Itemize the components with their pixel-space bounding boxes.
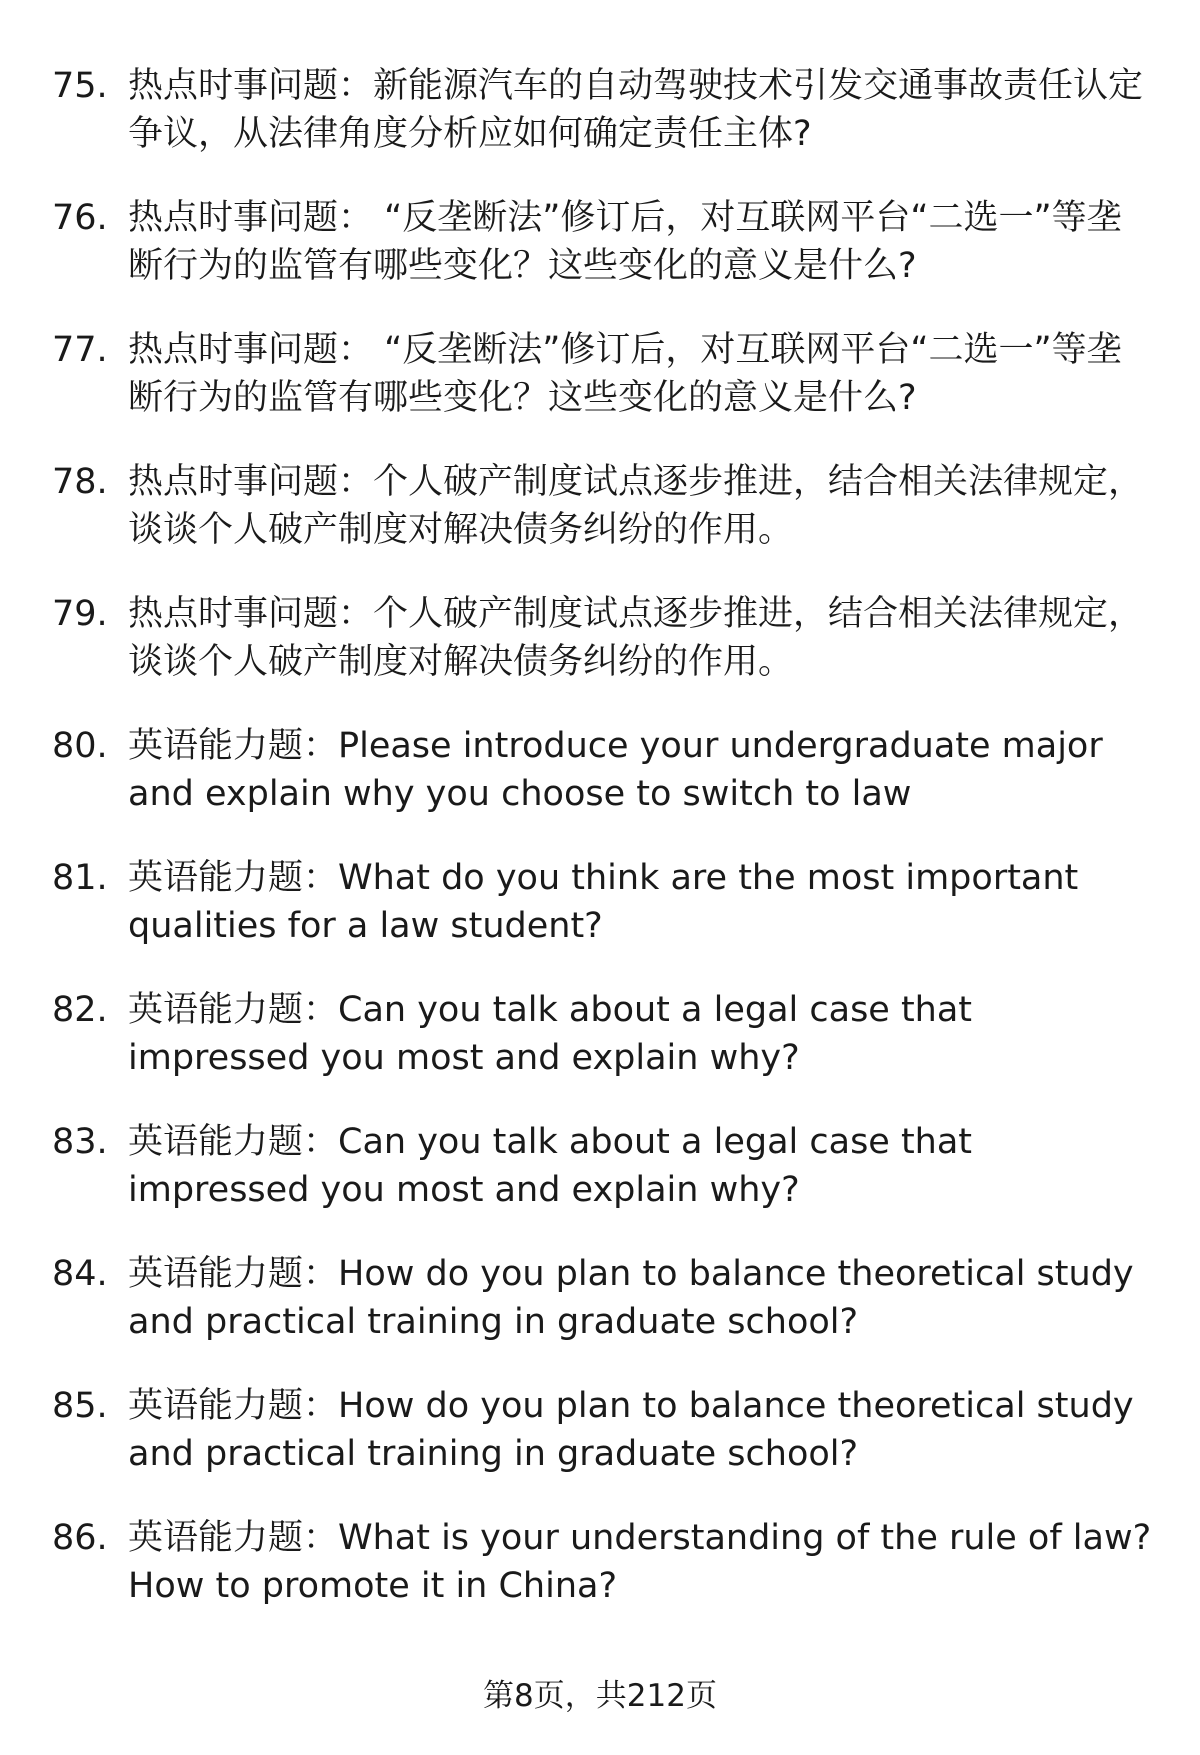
question-text: 英语能力题：What do you think are the most important qualities for a law student? — [128, 858, 1079, 946]
question-item — [52, 854, 1152, 950]
question-number: 78. — [52, 462, 108, 502]
question-number: 82. — [52, 990, 108, 1030]
question-number: 80. — [52, 726, 108, 766]
question-number: 76. — [52, 198, 108, 238]
question-number: 75. — [52, 66, 108, 106]
question-item — [52, 1250, 1152, 1346]
question-item — [52, 1514, 1152, 1610]
question-item — [52, 458, 1152, 554]
question-number: 86. — [52, 1518, 108, 1558]
question-list — [52, 62, 1152, 1646]
question-text: 英语能力题：How do you plan to balance theoretical study and practical training in graduate school? — [128, 1254, 1134, 1342]
question-item — [52, 590, 1152, 686]
question-text: 热点时事问题： “反垄断法”修订后，对互联网平台“二选一”等垄断行为的监管有哪些变化？这些变化的意义是什么? — [128, 198, 1122, 286]
question-text: 英语能力题：What is your understanding of the rule of law? How to promote it in China? — [128, 1518, 1152, 1606]
question-text: 英语能力题：Can you talk about a legal case that impressed you most and explain why? — [128, 1122, 973, 1210]
question-text: 热点时事问题：个人破产制度试点逐步推进，结合相关法律规定，谈谈个人破产制度对解决债务纠纷的作用。 — [128, 462, 1144, 550]
question-number: 81. — [52, 858, 108, 898]
question-item — [52, 62, 1152, 158]
question-number: 77. — [52, 330, 108, 370]
question-item — [52, 986, 1152, 1082]
question-number: 79. — [52, 594, 108, 634]
page-number-footer: 第8页，共212页 — [483, 1678, 717, 1714]
question-item — [52, 326, 1152, 422]
question-item — [52, 194, 1152, 290]
question-number: 83. — [52, 1122, 108, 1162]
question-text: 英语能力题：Please introduce your undergraduate major and explain why you choose to switch to law — [128, 726, 1103, 814]
question-item — [52, 1382, 1152, 1478]
question-text: 热点时事问题：个人破产制度试点逐步推进，结合相关法律规定，谈谈个人破产制度对解决债务纠纷的作用。 — [128, 594, 1144, 682]
question-item — [52, 722, 1152, 818]
question-text: 热点时事问题：新能源汽车的自动驾驶技术引发交通事故责任认定争议，从法律角度分析应如何确定责任主体? — [128, 66, 1144, 154]
question-text: 英语能力题：How do you plan to balance theoretical study and practical training in graduate school? — [128, 1386, 1134, 1474]
question-number: 84. — [52, 1254, 108, 1294]
question-item — [52, 1118, 1152, 1214]
question-text: 热点时事问题： “反垄断法”修订后，对互联网平台“二选一”等垄断行为的监管有哪些变化？这些变化的意义是什么? — [128, 330, 1122, 418]
question-text: 英语能力题：Can you talk about a legal case that impressed you most and explain why? — [128, 990, 973, 1078]
question-number: 85. — [52, 1386, 108, 1426]
